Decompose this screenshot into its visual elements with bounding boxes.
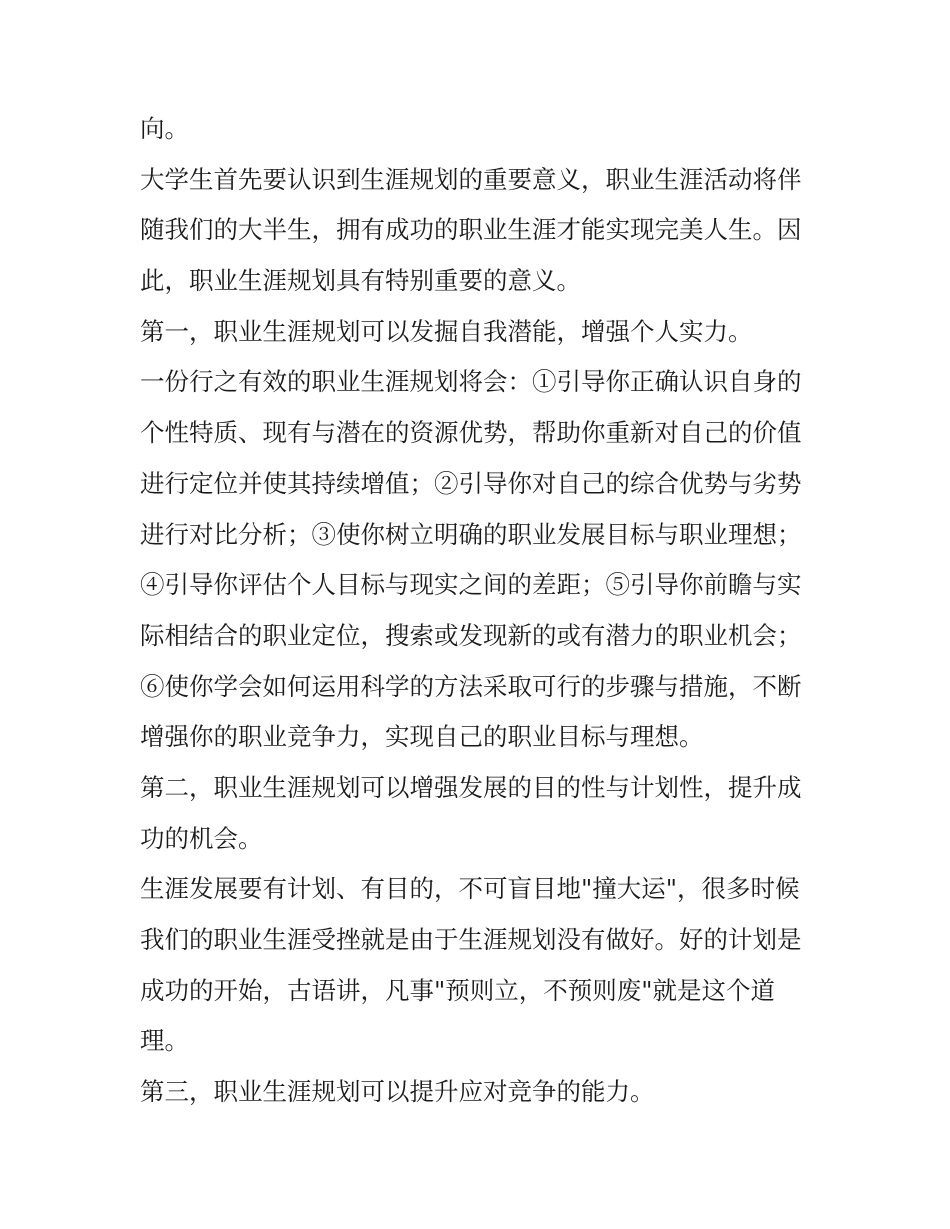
text-line: 生涯发展要有计划、有目的，不可盲目地"撞大运"，很多时候	[140, 874, 800, 904]
text-line: 第二，职业生涯规划可以增强发展的目的性与计划性，提升成	[140, 772, 802, 802]
text-line: 第一，职业生涯规划可以发掘自我潜能，增强个人实力。	[140, 316, 753, 346]
paragraph-heading-third	[140, 1067, 814, 1118]
text-line: 际相结合的职业定位，搜索或发现新的或有潜力的职业机会；	[140, 620, 802, 650]
document-body	[140, 104, 814, 1118]
text-line: 进行定位并使其持续增值；②引导你对自己的综合优势与劣势	[140, 468, 802, 498]
text-line: 功的机会。	[140, 823, 263, 853]
text-line: 向。	[140, 114, 189, 143]
paragraph-importance	[140, 155, 814, 307]
text-line: 成功的开始，古语讲，凡事"预则立，不预则废"就是这个道	[140, 975, 776, 1005]
text-line: 个性特质、现有与潜在的资源优势，帮助你重新对自己的价值	[140, 418, 802, 448]
text-line: 大学生首先要认识到生涯规划的重要意义，职业生涯活动将伴	[140, 164, 802, 194]
text-line: ④引导你评估个人目标与现实之间的差距；⑤引导你前瞻与实	[140, 570, 802, 600]
text-line: 此，职业生涯规划具有特别重要的意义。	[140, 266, 581, 296]
text-line: 我们的职业生涯受挫就是由于生涯规划没有做好。好的计划是	[140, 925, 802, 954]
text-line: 增强你的职业竞争力，实现自己的职业目标与理想。	[140, 722, 704, 752]
paragraph-continuation	[140, 104, 814, 155]
text-line: 进行对比分析；③使你树立明确的职业发展目标与职业理想；	[140, 519, 802, 549]
text-line: ⑥使你学会如何运用科学的方法采取可行的步骤与措施，不断	[140, 671, 802, 701]
text-line: 一份行之有效的职业生涯规划将会：①引导你正确认识自身的	[140, 367, 802, 397]
text-line: 随我们的大半生，拥有成功的职业生涯才能实现完美人生。因	[140, 215, 802, 245]
paragraph-effective-plan	[140, 357, 814, 763]
paragraph-heading-second	[140, 763, 814, 864]
paragraph-heading-first	[140, 307, 814, 358]
paragraph-planning	[140, 864, 814, 1067]
text-line: 第三，职业生涯规划可以提升应对竞争的能力。	[140, 1077, 655, 1107]
text-line: 理。	[140, 1026, 189, 1056]
